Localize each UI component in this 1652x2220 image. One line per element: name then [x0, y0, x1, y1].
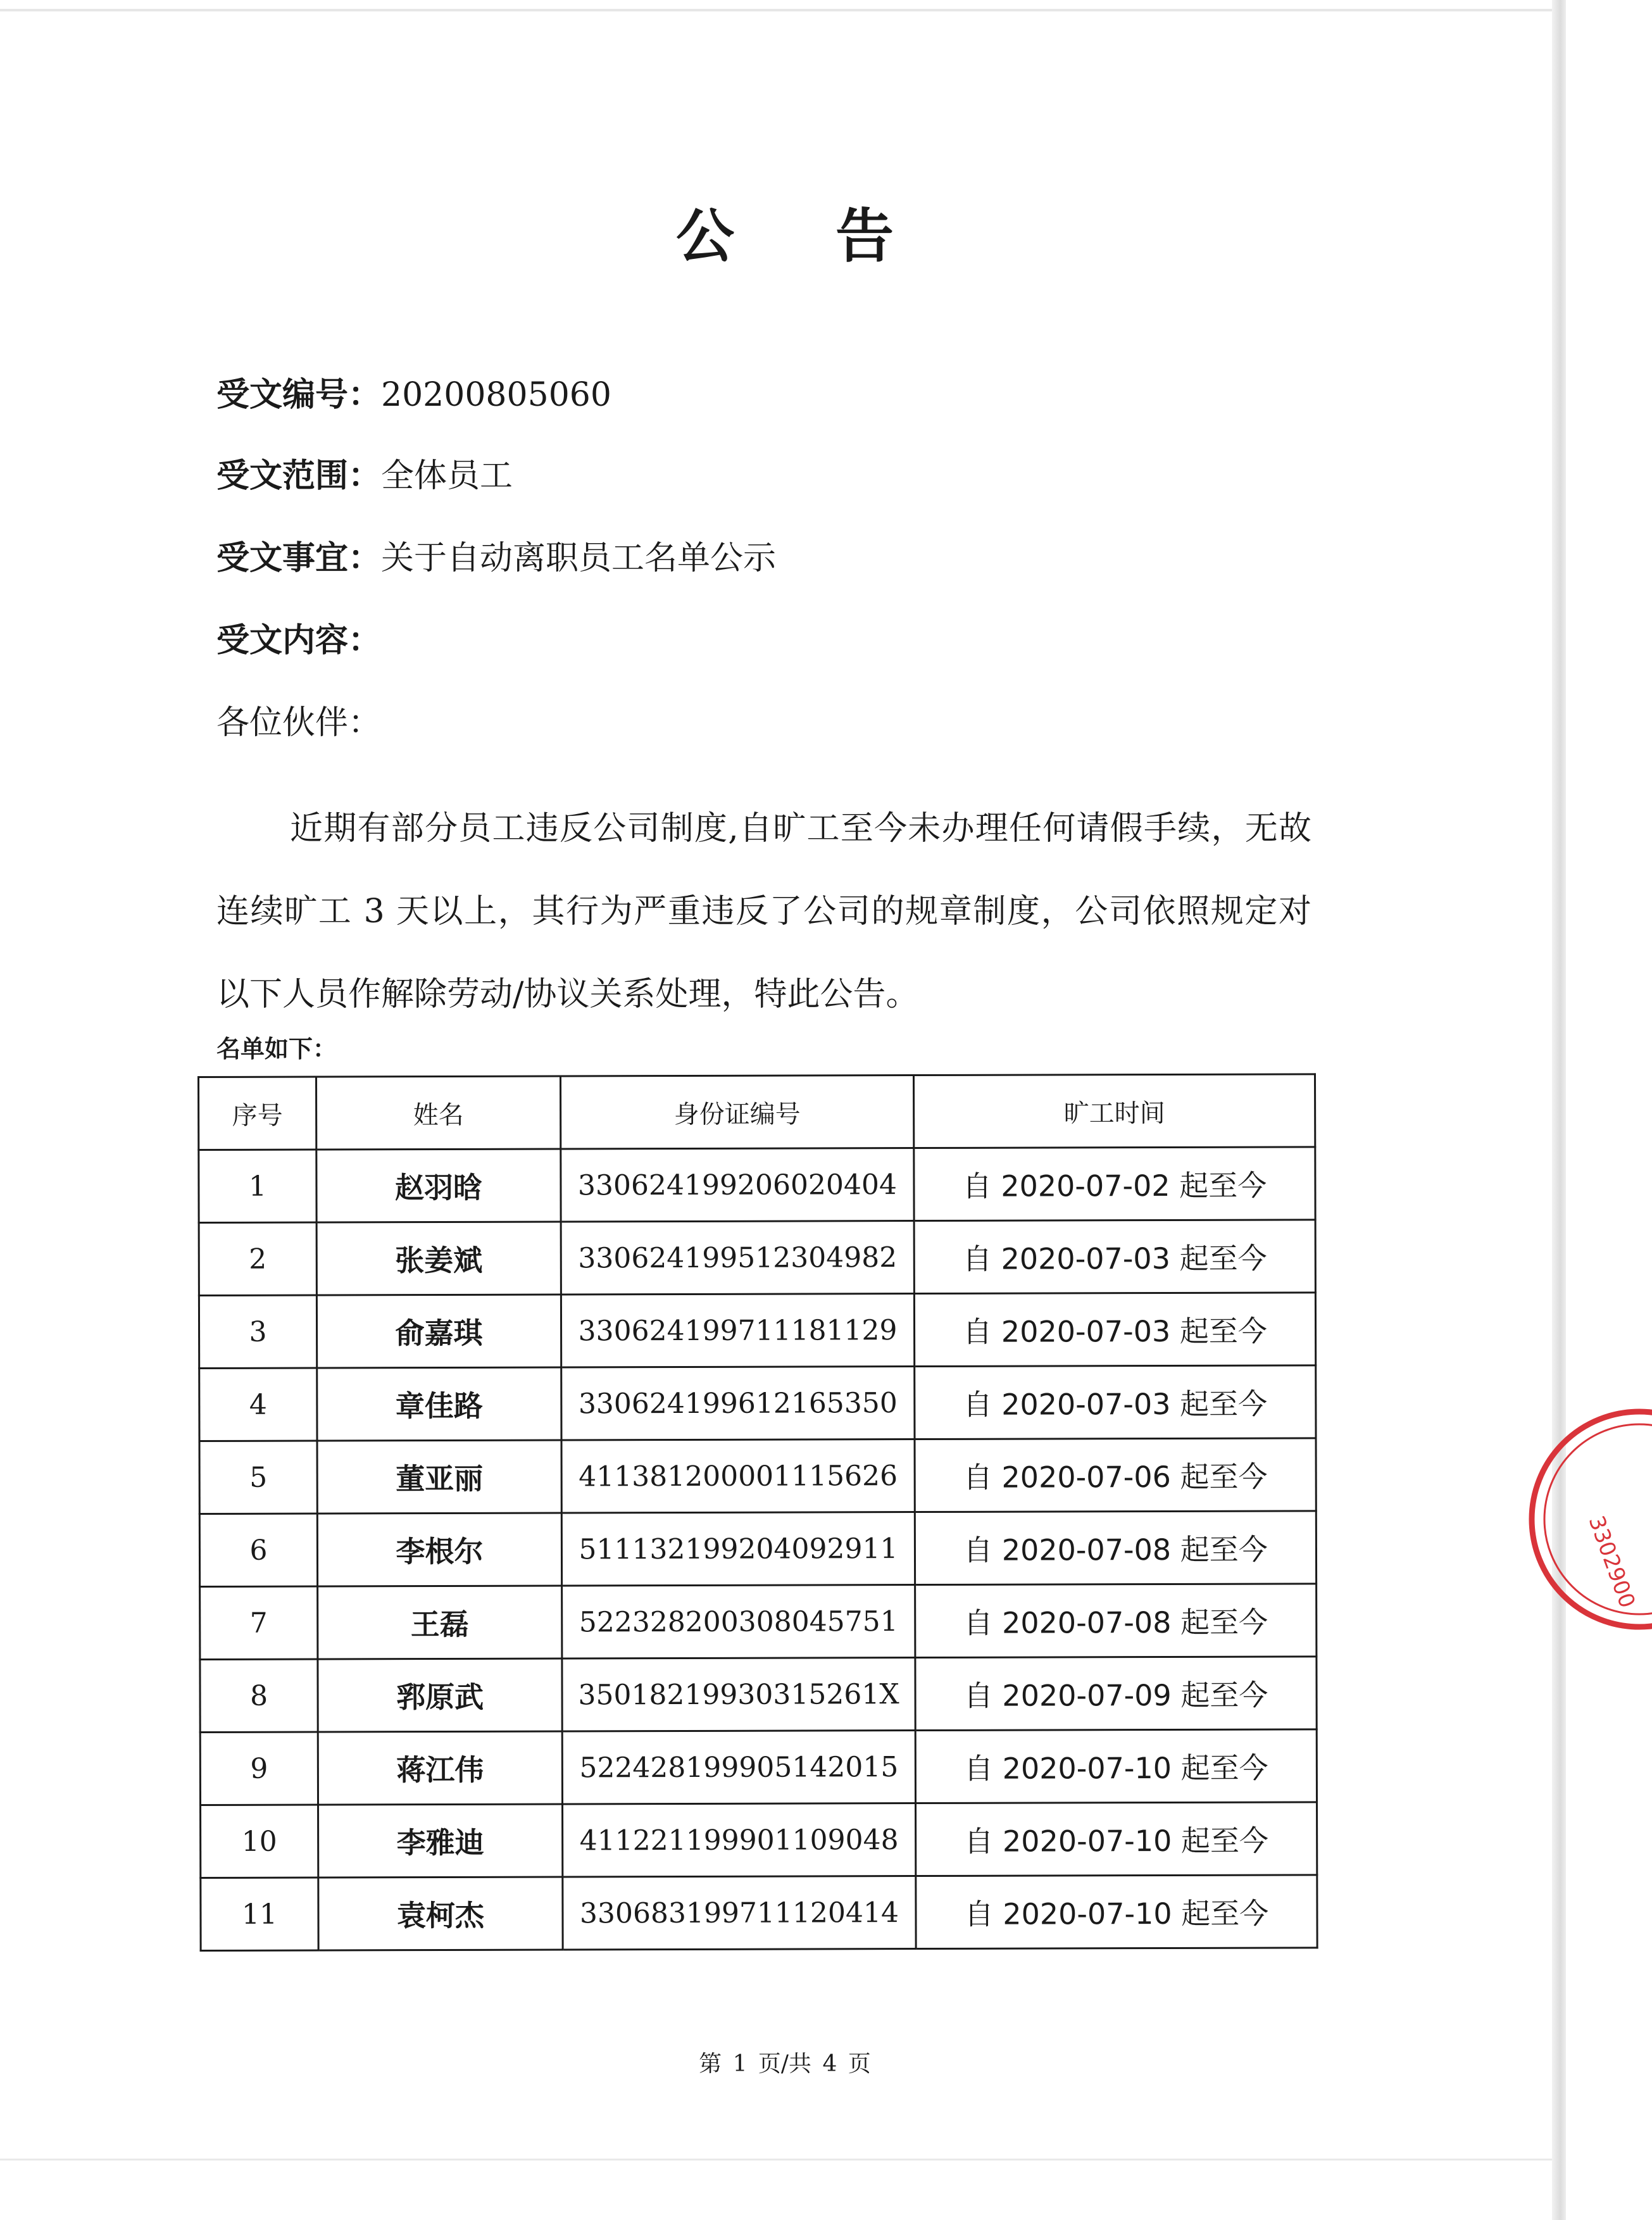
row-absent: 自 2020-07-08 起至今 [915, 1511, 1316, 1585]
page-title: 公 告 [675, 203, 935, 270]
roster-table-wrap [197, 1073, 1317, 1952]
content-label: 受文内容： [216, 622, 382, 660]
row-index: 9 [200, 1732, 318, 1805]
table-row [199, 1220, 1315, 1296]
table-row [199, 1293, 1315, 1369]
doc-number-label: 受文编号： [216, 376, 382, 414]
list-heading: 名单如下： [216, 1035, 337, 1063]
row-index: 4 [199, 1368, 317, 1441]
doc-number-line [216, 375, 611, 415]
row-index: 6 [199, 1514, 317, 1586]
company-seal-icon [1513, 1405, 1652, 1633]
scope-value: 全体员工 [381, 457, 513, 495]
row-name: 张姜斌 [316, 1222, 561, 1295]
row-absent: 自 2020-07-03 起至今 [914, 1220, 1315, 1294]
row-id: 411381200001115626 [561, 1439, 915, 1513]
header-absent: 旷工时间 [914, 1074, 1315, 1148]
table-row [199, 1438, 1316, 1514]
content-line [216, 620, 381, 661]
subject-line [216, 538, 776, 579]
row-absent: 自 2020-07-10 起至今 [915, 1729, 1317, 1803]
table-row [201, 1802, 1317, 1878]
row-id: 35018219930315261X [562, 1658, 915, 1731]
table-row [199, 1147, 1315, 1223]
subject-value: 关于自动离职员工名单公示 [381, 539, 777, 577]
scan-edge-top [0, 9, 1552, 11]
row-name: 俞嘉琪 [316, 1295, 561, 1368]
row-absent: 自 2020-07-10 起至今 [916, 1802, 1317, 1876]
header-index: 序号 [199, 1077, 316, 1150]
table-row [200, 1729, 1317, 1805]
row-name: 李雅迪 [318, 1804, 563, 1878]
scope-label: 受文范围： [216, 457, 382, 495]
scan-edge-bottom [0, 2159, 1552, 2160]
table-row [199, 1511, 1316, 1587]
row-id: 330624199206020404 [561, 1148, 914, 1222]
row-id: 330683199711120414 [563, 1876, 916, 1950]
row-name: 王磊 [318, 1586, 562, 1659]
row-name: 蒋江伟 [318, 1731, 562, 1805]
row-name: 袁柯杰 [318, 1877, 563, 1950]
row-id: 330624199612165350 [561, 1367, 915, 1440]
row-absent: 自 2020-07-03 起至今 [915, 1365, 1316, 1439]
scope-line [216, 456, 513, 496]
row-absent: 自 2020-07-09 起至今 [915, 1657, 1317, 1731]
row-index: 10 [201, 1805, 318, 1878]
row-absent: 自 2020-07-02 起至今 [914, 1147, 1315, 1221]
row-id: 522328200308045751 [562, 1585, 915, 1659]
table-row [199, 1365, 1316, 1441]
row-absent: 自 2020-07-10 起至今 [916, 1875, 1317, 1949]
header-id: 身份证编号 [561, 1076, 914, 1149]
row-id: 522428199905142015 [562, 1731, 915, 1804]
page-footer: 第 1 页/共 4 页 [699, 2051, 871, 2077]
row-absent: 自 2020-07-06 起至今 [915, 1438, 1316, 1512]
row-name: 郛原武 [318, 1659, 562, 1732]
row-index: 1 [199, 1150, 316, 1222]
row-absent: 自 2020-07-08 起至今 [915, 1584, 1317, 1658]
row-name: 董亚丽 [317, 1440, 561, 1514]
table-row [201, 1875, 1317, 1951]
body-paragraph: 近期有部分员工违反公司制度,自旷工至今未办理任何请假手续，无故连续旷工 3 天以上，其行为严重违反了公司的规章制度，公司依照规定对以下人员作解除劳动/协议关系处理，特此公告。 [216, 810, 1311, 1013]
scan-edge-right [1552, 0, 1566, 2220]
greeting: 各位伙伴： [216, 704, 382, 742]
row-name: 赵羽晗 [316, 1149, 561, 1222]
row-index: 8 [200, 1659, 318, 1732]
row-name: 李根尔 [317, 1513, 561, 1586]
header-name: 姓名 [316, 1076, 561, 1150]
row-id: 411221199901109048 [563, 1803, 916, 1877]
row-index: 3 [199, 1295, 316, 1368]
roster-table [197, 1073, 1318, 1952]
row-index: 5 [199, 1441, 317, 1514]
table-row [200, 1657, 1317, 1733]
seal-text: 3302900 [1583, 1512, 1640, 1612]
table-header-row [199, 1074, 1315, 1150]
row-absent: 自 2020-07-03 起至今 [914, 1293, 1315, 1367]
row-id: 330624199512304982 [561, 1221, 914, 1295]
row-name: 章佳路 [317, 1367, 561, 1441]
row-id: 330624199711181129 [561, 1294, 914, 1367]
row-index: 7 [200, 1586, 318, 1659]
row-index: 11 [201, 1878, 318, 1950]
row-index: 2 [199, 1222, 316, 1295]
table-row [200, 1584, 1317, 1660]
row-id: 511132199204092911 [561, 1512, 915, 1586]
subject-label: 受文事宜： [216, 539, 382, 577]
doc-number-value: 20200805060 [381, 376, 611, 414]
